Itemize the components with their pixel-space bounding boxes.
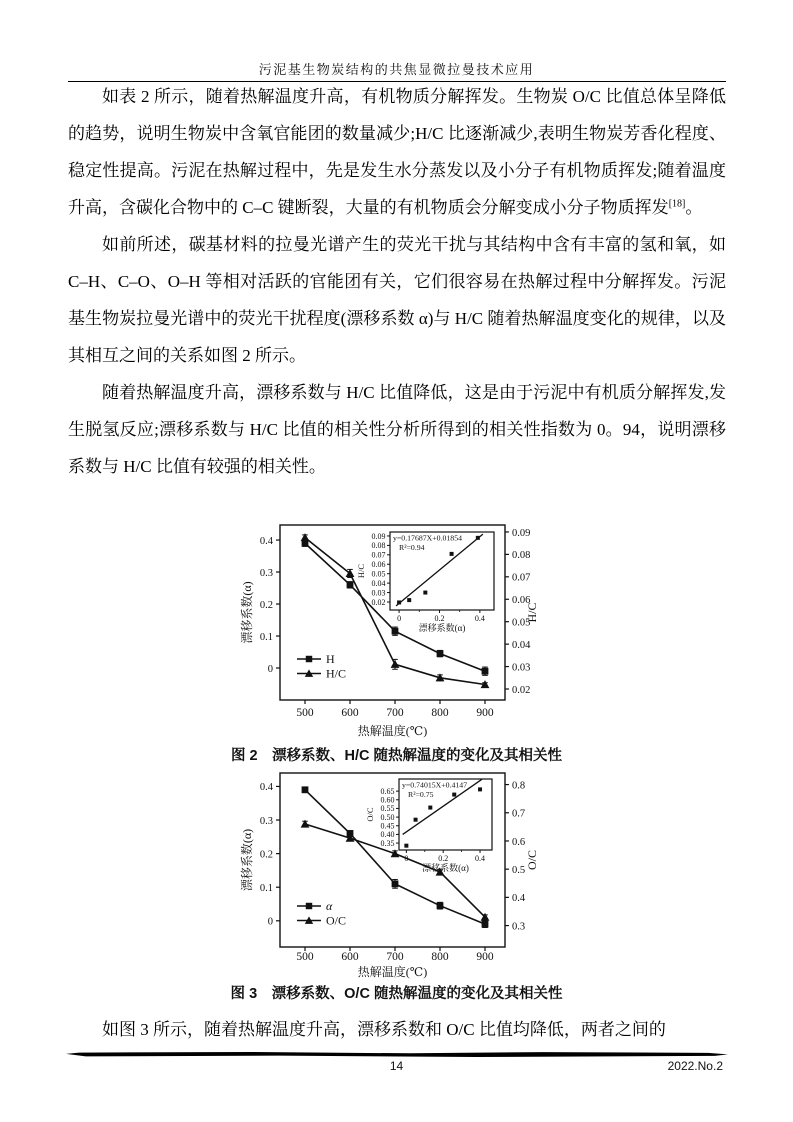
fig2-inset-correlation-plot: [356, 532, 494, 633]
paragraph-3: 随着热解温度升高，漂移系数与 H/C 比值降低，这是由于污泥中有机质分解挥发,发生脱氢反应;漂移系数与 H/C 比值的相关性分析所得到的相关性指数为 0。94，说明漂移系数与 H/C 比值有较强的相关性。: [68, 383, 726, 476]
svg-text:y=0.74015X+0.4147: y=0.74015X+0.4147: [402, 780, 468, 790]
figure3-chart: [240, 768, 547, 982]
svg-text:R²=0.94: R²=0.94: [399, 543, 425, 552]
svg-text:0.55: 0.55: [380, 804, 395, 814]
svg-text:0: 0: [267, 916, 273, 928]
svg-text:0.4: 0.4: [259, 535, 273, 547]
svg-text:H/C: H/C: [326, 666, 347, 681]
svg-text:500: 500: [296, 707, 314, 719]
svg-text:0.35: 0.35: [380, 838, 395, 848]
paragraph-1: [68, 78, 726, 226]
svg-text:700: 700: [386, 951, 404, 963]
svg-text:0.08: 0.08: [371, 541, 386, 551]
running-header: 污泥基生物炭结构的共焦显微拉曼技术应用: [258, 62, 535, 77]
svg-text:0.03: 0.03: [512, 662, 531, 674]
svg-text:0.5: 0.5: [512, 864, 526, 876]
svg-text:0.50: 0.50: [380, 812, 395, 822]
svg-text:R²=0.75: R²=0.75: [408, 790, 434, 799]
issue-label: 2022.No.2: [667, 1059, 723, 1073]
svg-text:0.04: 0.04: [371, 578, 386, 588]
svg-text:0.1: 0.1: [259, 883, 273, 895]
svg-text:0.02: 0.02: [371, 597, 386, 607]
paragraph-1-end: 。: [685, 198, 703, 217]
svg-text:900: 900: [476, 951, 494, 963]
svg-text:0: 0: [404, 854, 409, 863]
svg-text:0.3: 0.3: [259, 815, 273, 827]
svg-text:0.08: 0.08: [512, 550, 531, 562]
svg-text:600: 600: [341, 707, 359, 719]
svg-text:0.2: 0.2: [438, 854, 449, 863]
svg-text:漂移系数(α): 漂移系数(α): [240, 581, 254, 644]
svg-text:800: 800: [431, 951, 449, 963]
svg-text:0.7: 0.7: [512, 808, 526, 820]
svg-text:0.8: 0.8: [512, 780, 526, 792]
svg-text:O/C: O/C: [525, 849, 539, 871]
figure2-chart: [240, 519, 547, 743]
fig3-inset-correlation-plot: [365, 779, 492, 873]
paragraph-2: 如前所述，碳基材料的拉曼光谱产生的荧光干扰与其结构中含有丰富的氢和氧，如 C–H、C–O、O–H 等相对活跃的官能团有关，它们很容易在热解过程中分解挥发。污泥基生物炭拉曼光谱中的荧光干扰程度(漂移系数 α)与 H/C 随着热解温度变化的规律，以及其相互之间的关系如图 2 所示。: [68, 235, 726, 365]
svg-text:漂移系数(α): 漂移系数(α): [240, 828, 254, 892]
svg-text:H/C: H/C: [356, 563, 366, 579]
svg-text:热解温度(℃): 热解温度(℃): [357, 724, 428, 738]
svg-text:800: 800: [431, 707, 449, 719]
svg-text:0.03: 0.03: [371, 588, 386, 598]
svg-text:600: 600: [341, 951, 359, 963]
svg-text:0.04: 0.04: [512, 639, 531, 651]
svg-text:0.4: 0.4: [475, 854, 486, 863]
svg-text:0.05: 0.05: [512, 617, 531, 629]
svg-text:O/C: O/C: [365, 807, 375, 822]
svg-text:H: H: [326, 652, 335, 666]
svg-text:0.3: 0.3: [259, 567, 273, 579]
figure3-caption: 图 3 漂移系数、O/C 随热解温度的变化及其相关性: [230, 986, 563, 1002]
svg-text:0.45: 0.45: [380, 821, 395, 831]
svg-text:0.1: 0.1: [259, 631, 273, 643]
svg-text:漂移系数(α): 漂移系数(α): [422, 863, 469, 873]
svg-text:H/C: H/C: [525, 602, 539, 623]
svg-text:0.06: 0.06: [371, 560, 386, 570]
svg-text:热解温度(℃): 热解温度(℃): [357, 965, 428, 979]
paragraph-4: 如图 3 所示，随着热解温度升高，漂移系数和 O/C 比值均降低，两者之间的: [102, 1020, 666, 1039]
paragraph-1-text: 如表 2 所示，随着热解温度升高，有机物质分解挥发。生物炭 O/C 比值总体呈降低的趋势，说明生物炭中含氧官能团的数量减少;H/C 比逐渐减少,表明生物炭芳香化程度、稳定性提高。污泥在热解过程中，先是发生水分蒸发以及小分子有机物质挥发;随着温度升高，含碳化合物中的 C–C 键断裂，大量的有机物质会分解变成小分子物质挥发: [68, 87, 726, 217]
svg-text:0.4: 0.4: [512, 893, 526, 905]
svg-text:500: 500: [296, 951, 314, 963]
footer-divider: [66, 1052, 728, 1057]
svg-text:0.3: 0.3: [512, 921, 526, 933]
citation-ref-18: [18]: [668, 198, 686, 210]
svg-text:0: 0: [267, 663, 273, 675]
svg-text:0.07: 0.07: [371, 550, 386, 560]
svg-text:O/C: O/C: [326, 913, 347, 928]
svg-text:0.4: 0.4: [474, 614, 485, 623]
svg-text:0.2: 0.2: [434, 614, 445, 623]
svg-text:y=0.17687X+0.01854: y=0.17687X+0.01854: [393, 533, 463, 543]
svg-text:700: 700: [386, 707, 404, 719]
svg-text:0.2: 0.2: [259, 599, 273, 611]
svg-text:0.05: 0.05: [371, 569, 386, 579]
svg-text:α: α: [326, 899, 333, 913]
svg-text:0.07: 0.07: [512, 572, 531, 584]
svg-text:0.65: 0.65: [380, 786, 395, 796]
svg-text:0.4: 0.4: [259, 782, 273, 794]
svg-text:0.40: 0.40: [380, 830, 395, 840]
svg-text:900: 900: [476, 707, 494, 719]
svg-text:0: 0: [397, 614, 402, 623]
fig2-legend: [297, 652, 346, 681]
body-text: [68, 78, 726, 485]
figure2-caption: 图 2 漂移系数、H/C 随热解温度的变化及其相关性: [230, 748, 563, 764]
svg-text:漂移系数(α): 漂移系数(α): [418, 623, 466, 633]
svg-text:0.06: 0.06: [512, 595, 531, 607]
svg-text:0.6: 0.6: [512, 836, 526, 848]
svg-text:0.2: 0.2: [259, 849, 273, 861]
svg-text:0.02: 0.02: [512, 684, 531, 696]
svg-text:0.09: 0.09: [512, 527, 531, 539]
svg-text:0.09: 0.09: [371, 531, 386, 541]
fig3-legend: [297, 899, 346, 928]
page-number: 14: [389, 1059, 404, 1073]
svg-text:0.60: 0.60: [380, 795, 395, 805]
